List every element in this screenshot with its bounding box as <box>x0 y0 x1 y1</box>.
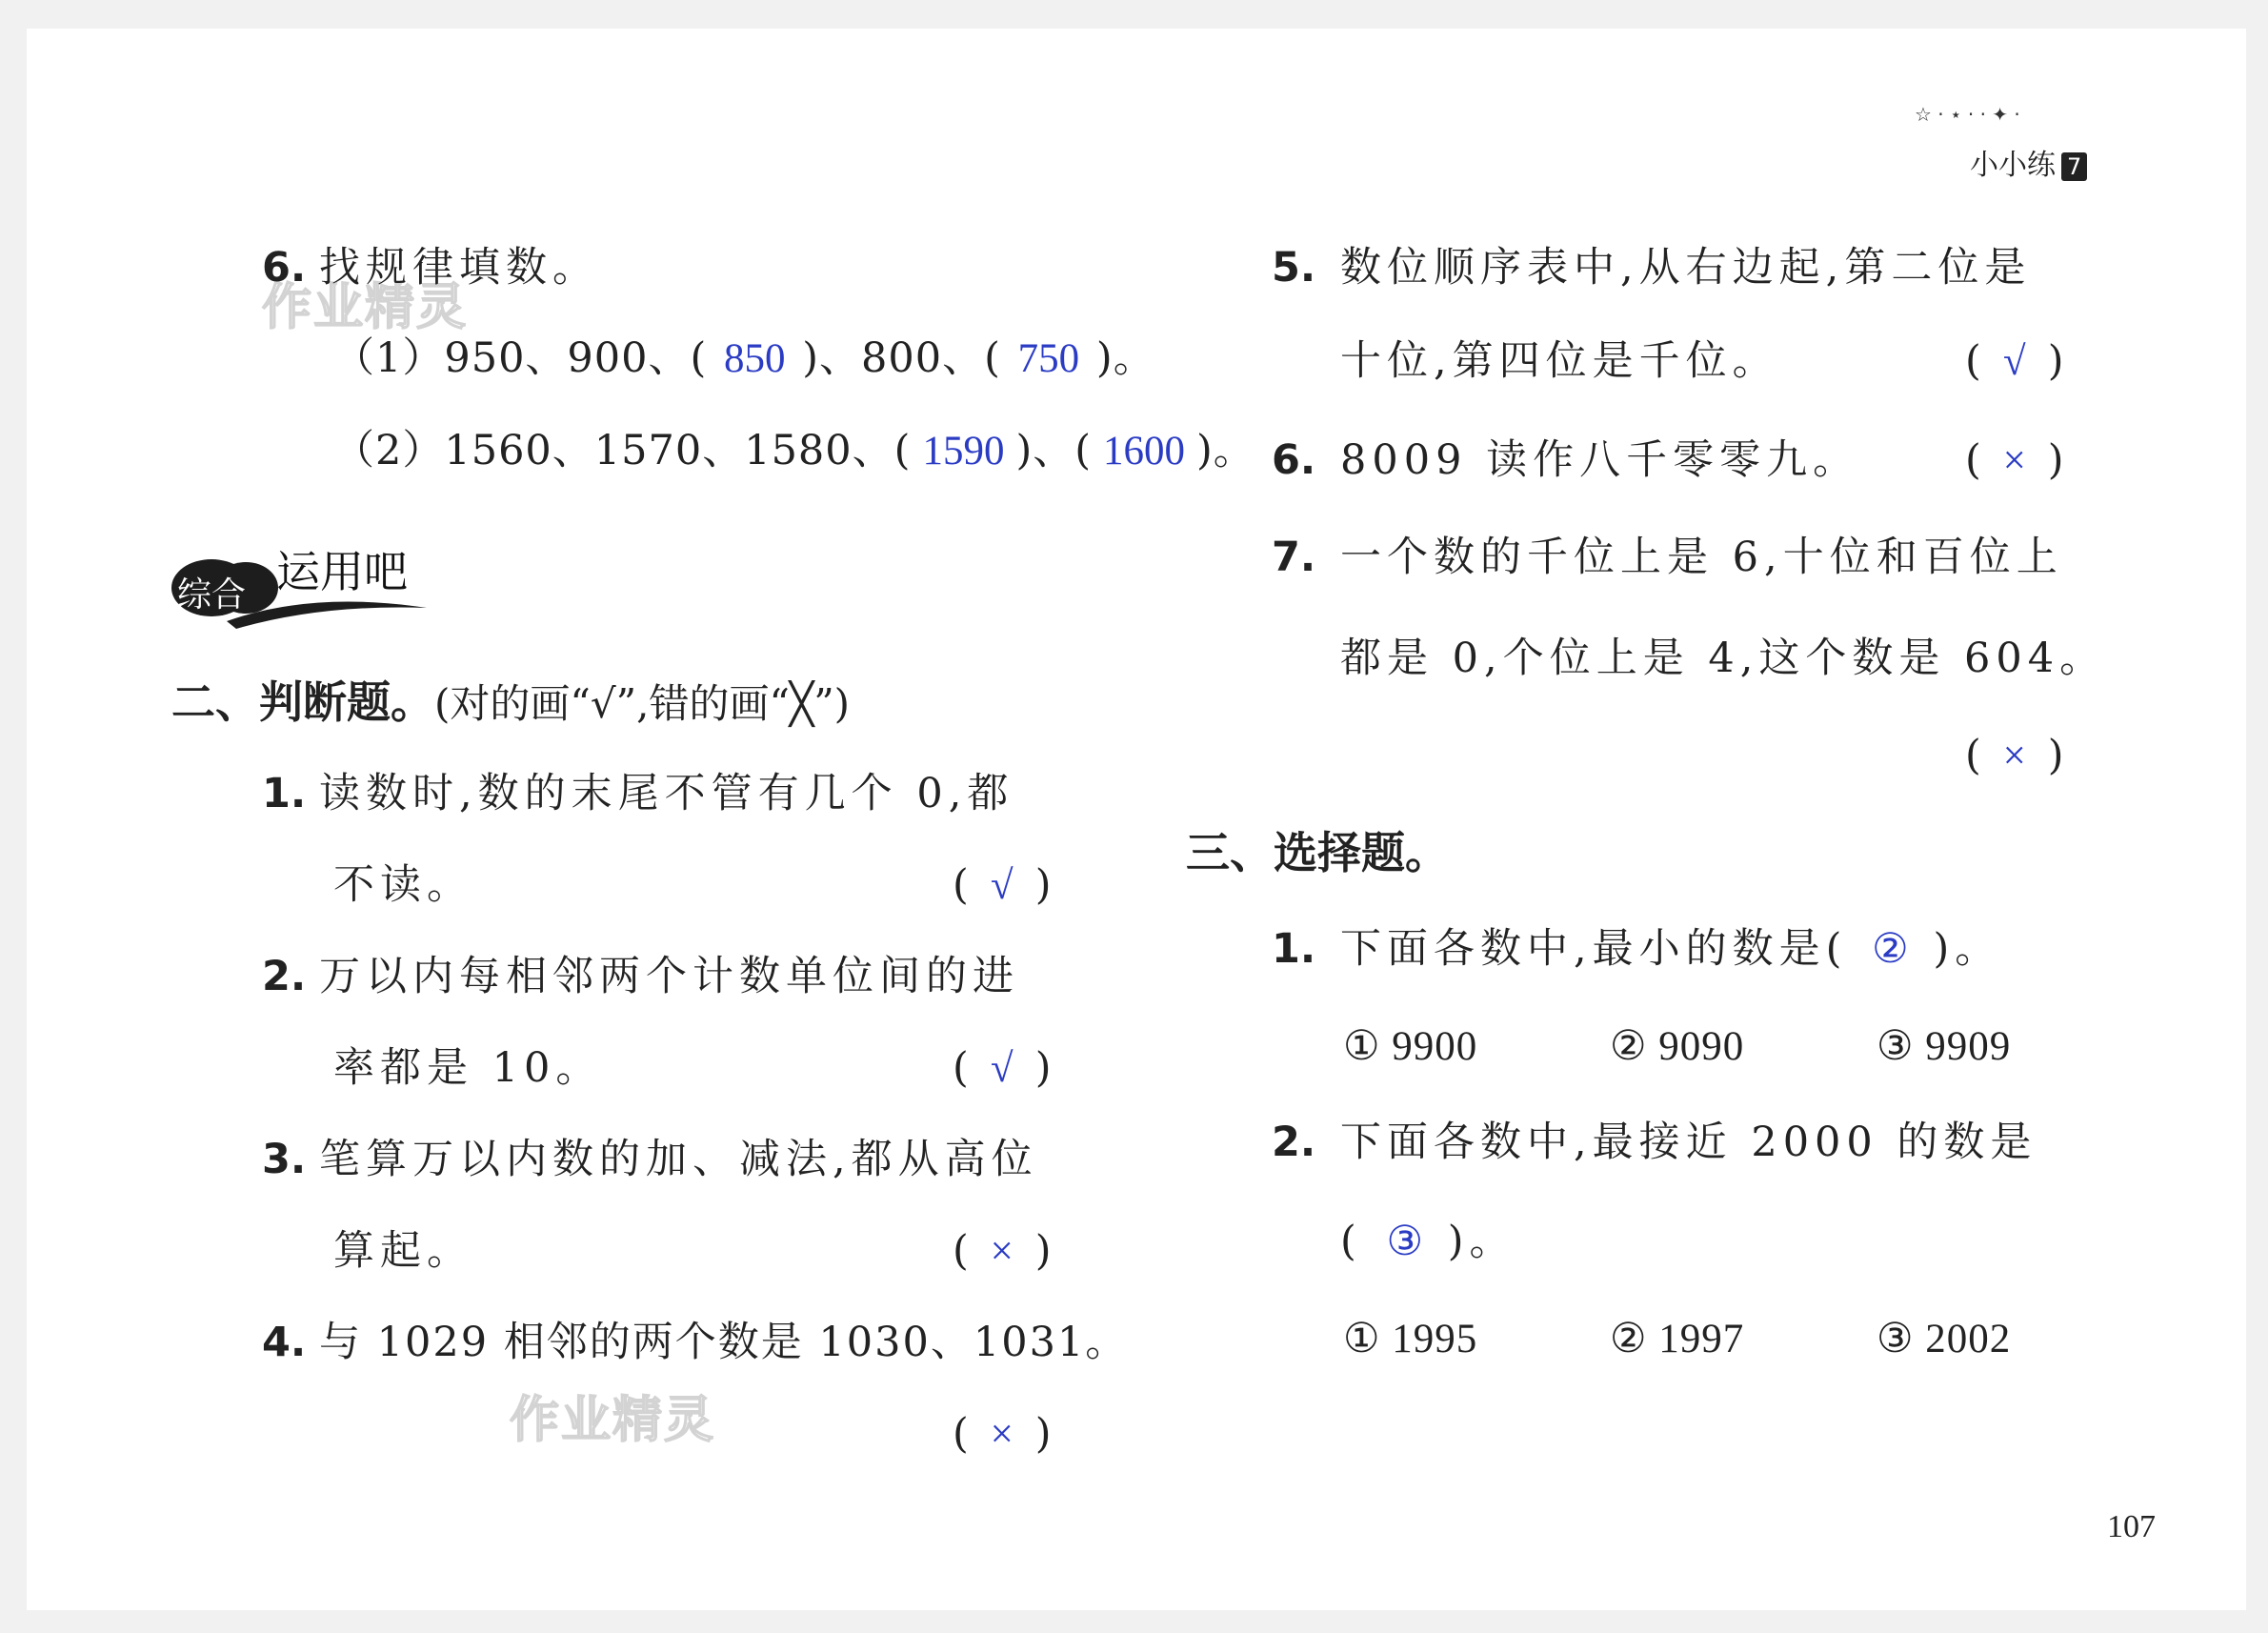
choice-item-1 <box>1272 925 2002 973</box>
judge-item-5-line-2: 十位,第四位是千位。 <box>1340 337 1779 385</box>
judge-item-3-line-2: 算起。 <box>333 1227 473 1275</box>
question-number: 4. <box>262 1319 307 1366</box>
judge-item-3 <box>262 1136 1038 1183</box>
heading-text: 二、判断题。 <box>171 676 434 728</box>
series-label <box>1970 141 2087 183</box>
question-text: )。 <box>1933 925 2002 973</box>
question-text: 万以内每相邻两个计数单位间的进 <box>319 953 1019 1000</box>
stars-decoration-icon: ☆ · ⋆ · · ✦ · <box>1915 103 2020 126</box>
judge-item-4-answer: ( × ) <box>953 1410 1052 1458</box>
question-number: 3. <box>262 1136 307 1183</box>
answer-choice: ② <box>1872 927 1909 972</box>
series-number-badge: 7 <box>2061 152 2087 181</box>
judge-item-1 <box>262 770 1014 817</box>
sequence-text: )、800、( <box>802 334 1001 382</box>
choice-option: ① 9900 <box>1343 1024 1478 1069</box>
sequence-text: （1）950、900、( <box>333 334 708 382</box>
judge-item-7 <box>1272 534 2063 581</box>
question-text: )。 <box>1447 1218 1516 1265</box>
sequence-text: )、( <box>1015 427 1092 474</box>
judge-item-1-answer: ( √ ) <box>953 861 1052 909</box>
logo-text-right: 运用吧 <box>276 546 408 597</box>
question-text: ( <box>1340 1218 1362 1265</box>
question-number: 2. <box>1272 1119 1316 1166</box>
judge-item-2 <box>262 953 1019 1000</box>
watermark: 作业精灵 <box>262 279 469 336</box>
judge-item-3-answer: ( × ) <box>953 1227 1052 1275</box>
heading-note: (对的画“√”,错的画“╳”) <box>434 680 851 727</box>
answer-mark: × <box>2002 734 2026 778</box>
question-number: 1. <box>262 770 307 817</box>
judge-item-2-line-2: 率都是 10。 <box>333 1044 603 1092</box>
choice-option: ③ 9909 <box>1877 1024 2012 1069</box>
question-text: 8009 读作八千零零九。 <box>1340 436 1860 484</box>
answer-value: 850 <box>724 336 786 381</box>
question-number: 6. <box>262 244 307 292</box>
choice-option: ② 1997 <box>1610 1317 1745 1361</box>
question-text: 数位顺序表中,从右边起,第二位是 <box>1340 244 2032 292</box>
page-number: 107 <box>2107 1509 2156 1544</box>
choice-option: ③ 2002 <box>1877 1317 2012 1361</box>
question-text: 读数时,数的末尾不管有几个 0,都 <box>319 770 1014 817</box>
choice-section-heading: 三、选择题。 <box>1186 827 1449 878</box>
question-text: 一个数的千位上是 6,十位和百位上 <box>1340 534 2063 581</box>
question-text: 下面各数中,最小的数是( <box>1340 925 1848 973</box>
judge-item-6-answer: ( × ) <box>1965 436 2064 484</box>
answer-value: 1590 <box>922 429 1005 474</box>
judge-item-5-answer: ( √ ) <box>1965 337 2064 385</box>
answer-value: 1600 <box>1103 429 1185 474</box>
section-logo <box>170 534 455 638</box>
question-6-title <box>262 244 599 292</box>
judge-item-6 <box>1272 436 1860 484</box>
judge-item-7-answer: ( × ) <box>1965 732 2064 779</box>
sequence-text: )。 <box>1196 427 1255 474</box>
sequence-row-2 <box>333 427 1255 474</box>
question-text: 下面各数中,最接近 2000 的数是 <box>1340 1119 2037 1166</box>
question-number: 2. <box>262 953 307 1000</box>
choice-option: ① 1995 <box>1343 1317 1478 1361</box>
sequence-text: )。 <box>1095 334 1155 382</box>
answer-mark: √ <box>990 1046 1014 1091</box>
logo-text-left: 综合 <box>177 575 247 615</box>
question-number: 1. <box>1272 925 1316 973</box>
question-text: 笔算万以内数的加、减法,都从高位 <box>319 1136 1038 1183</box>
choice-item-2-options <box>1343 1319 2011 1360</box>
answer-mark: × <box>2002 438 2026 483</box>
question-number: 6. <box>1272 436 1316 484</box>
choice-option: ② 9090 <box>1610 1024 1745 1069</box>
choice-item-2-answer-line <box>1340 1218 1516 1265</box>
question-text: 与 1029 相邻的两个数是 1030、1031。 <box>319 1319 1129 1366</box>
sequence-row-1 <box>333 334 1155 382</box>
choice-item-1-options <box>1343 1026 2011 1067</box>
judge-item-7-line-2: 都是 0,个位上是 4,这个数是 604。 <box>1340 635 2107 682</box>
answer-mark: √ <box>990 863 1014 908</box>
judge-item-5 <box>1272 244 2032 292</box>
question-number: 7. <box>1272 534 1316 581</box>
question-text: 找规律填数。 <box>319 244 599 292</box>
watermark: 作业精灵 <box>510 1392 716 1449</box>
judge-section-heading <box>171 676 851 728</box>
judge-item-1-line-2: 不读。 <box>333 861 473 909</box>
choice-item-2 <box>1272 1119 2037 1166</box>
judge-item-4 <box>262 1319 1129 1366</box>
judge-item-2-answer: ( √ ) <box>953 1044 1052 1092</box>
series-name: 小小练 <box>1970 149 2056 182</box>
answer-mark: √ <box>2002 339 2026 384</box>
answer-choice: ③ <box>1386 1220 1424 1264</box>
sequence-text: （2）1560、1570、1580、( <box>333 427 912 474</box>
question-number: 5. <box>1272 244 1316 292</box>
answer-mark: × <box>990 1412 1014 1457</box>
answer-value: 750 <box>1017 336 1080 381</box>
answer-mark: × <box>990 1229 1014 1274</box>
